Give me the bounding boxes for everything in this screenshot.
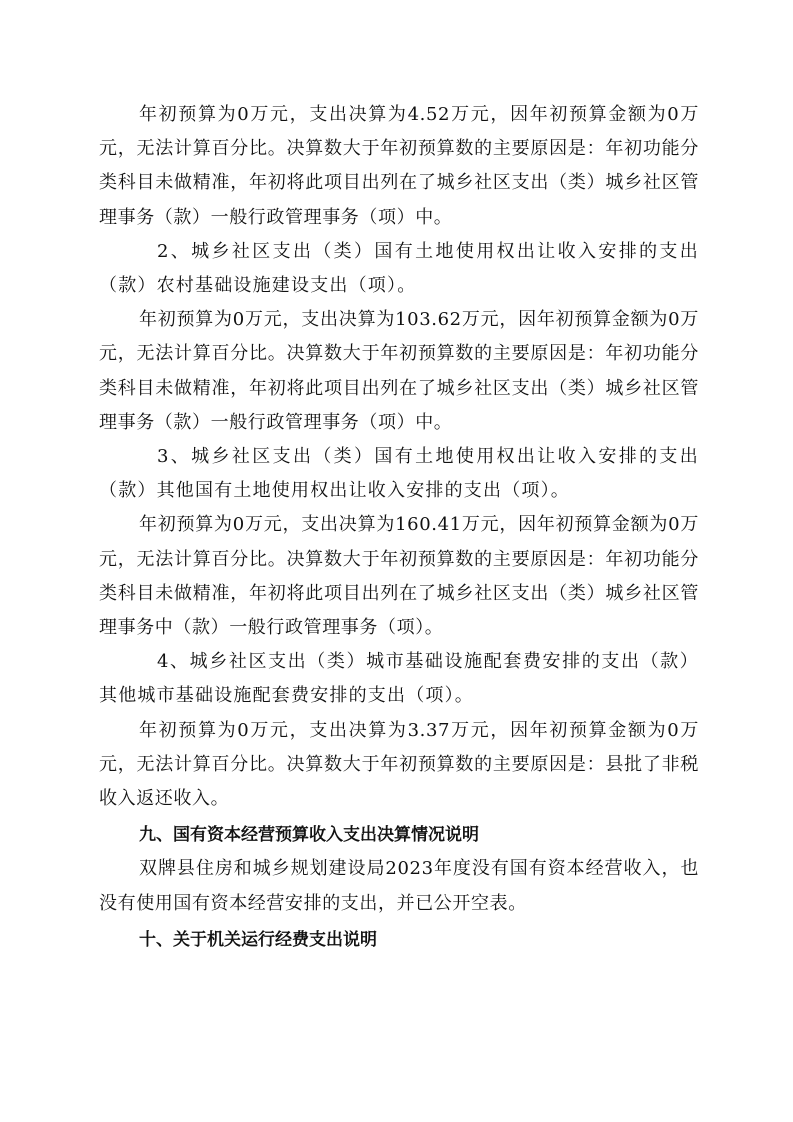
document-body (99, 98, 699, 957)
paragraph-budget-item-4: 年初预算为0万元，支出决算为3.37万元，因年初预算金额为0万元，无法计算百分比。决算数大于年初预算数的主要原因是：县批了非税收入返还收入。 (99, 719, 699, 810)
paragraph-state-capital: 双牌县住房和城乡规划建设局2023年度没有国有资本经营收入，也没有使用国有资本经营安排的支出，并已公开空表。 (99, 858, 699, 914)
section-heading-10: 十、关于机关运行经费支出说明 (139, 929, 377, 950)
paragraph-budget-item-1: 年初预算为0万元，支出决算为4.52万元，因年初预算金额为0万元，无法计算百分比。决算数大于年初预算数的主要原因是：年初功能分类科目未做精准，年初将此项目出列在了城乡社区支出（类）城乡社区管理事务（款）一般行政管理事务（项）中。 (99, 104, 699, 228)
paragraph-budget-item-3: 年初预算为0万元，支出决算为160.41万元，因年初预算金额为0万元，无法计算百分比。决算数大于年初预算数的主要原因是：年初功能分类科目未做精准，年初将此项目出列在了城乡社区支出（类）城乡社区管理事务中（款）一般行政管理事务（项）。 (99, 514, 699, 639)
paragraph-budget-item-2: 年初预算为0万元，支出决算为103.62万元，因年初预算金额为0万元，无法计算百分比。决算数大于年初预算数的主要原因是：年初功能分类科目未做精准，年初将此项目出列在了城乡社区支出（类）城乡社区管理事务（款）一般行政管理事务（项）中。 (99, 309, 699, 433)
section-heading-9: 九、国有资本经营预算收入支出决算情况说明 (139, 825, 479, 846)
paragraph-item-4-title: 4、城乡社区支出（类）城市基础设施配套费安排的支出（款）其他城市基础设施配套费安排的支出（项）。 (99, 651, 699, 707)
paragraph-item-3-title: 3、城乡社区支出（类）国有土地使用权出让收入安排的支出（款）其他国有土地使用权出让收入安排的支出（项）。 (99, 446, 699, 502)
paragraph-item-2-title: 2、城乡社区支出（类）国有土地使用权出让收入安排的支出（款）农村基础设施建设支出（项）。 (99, 240, 699, 297)
